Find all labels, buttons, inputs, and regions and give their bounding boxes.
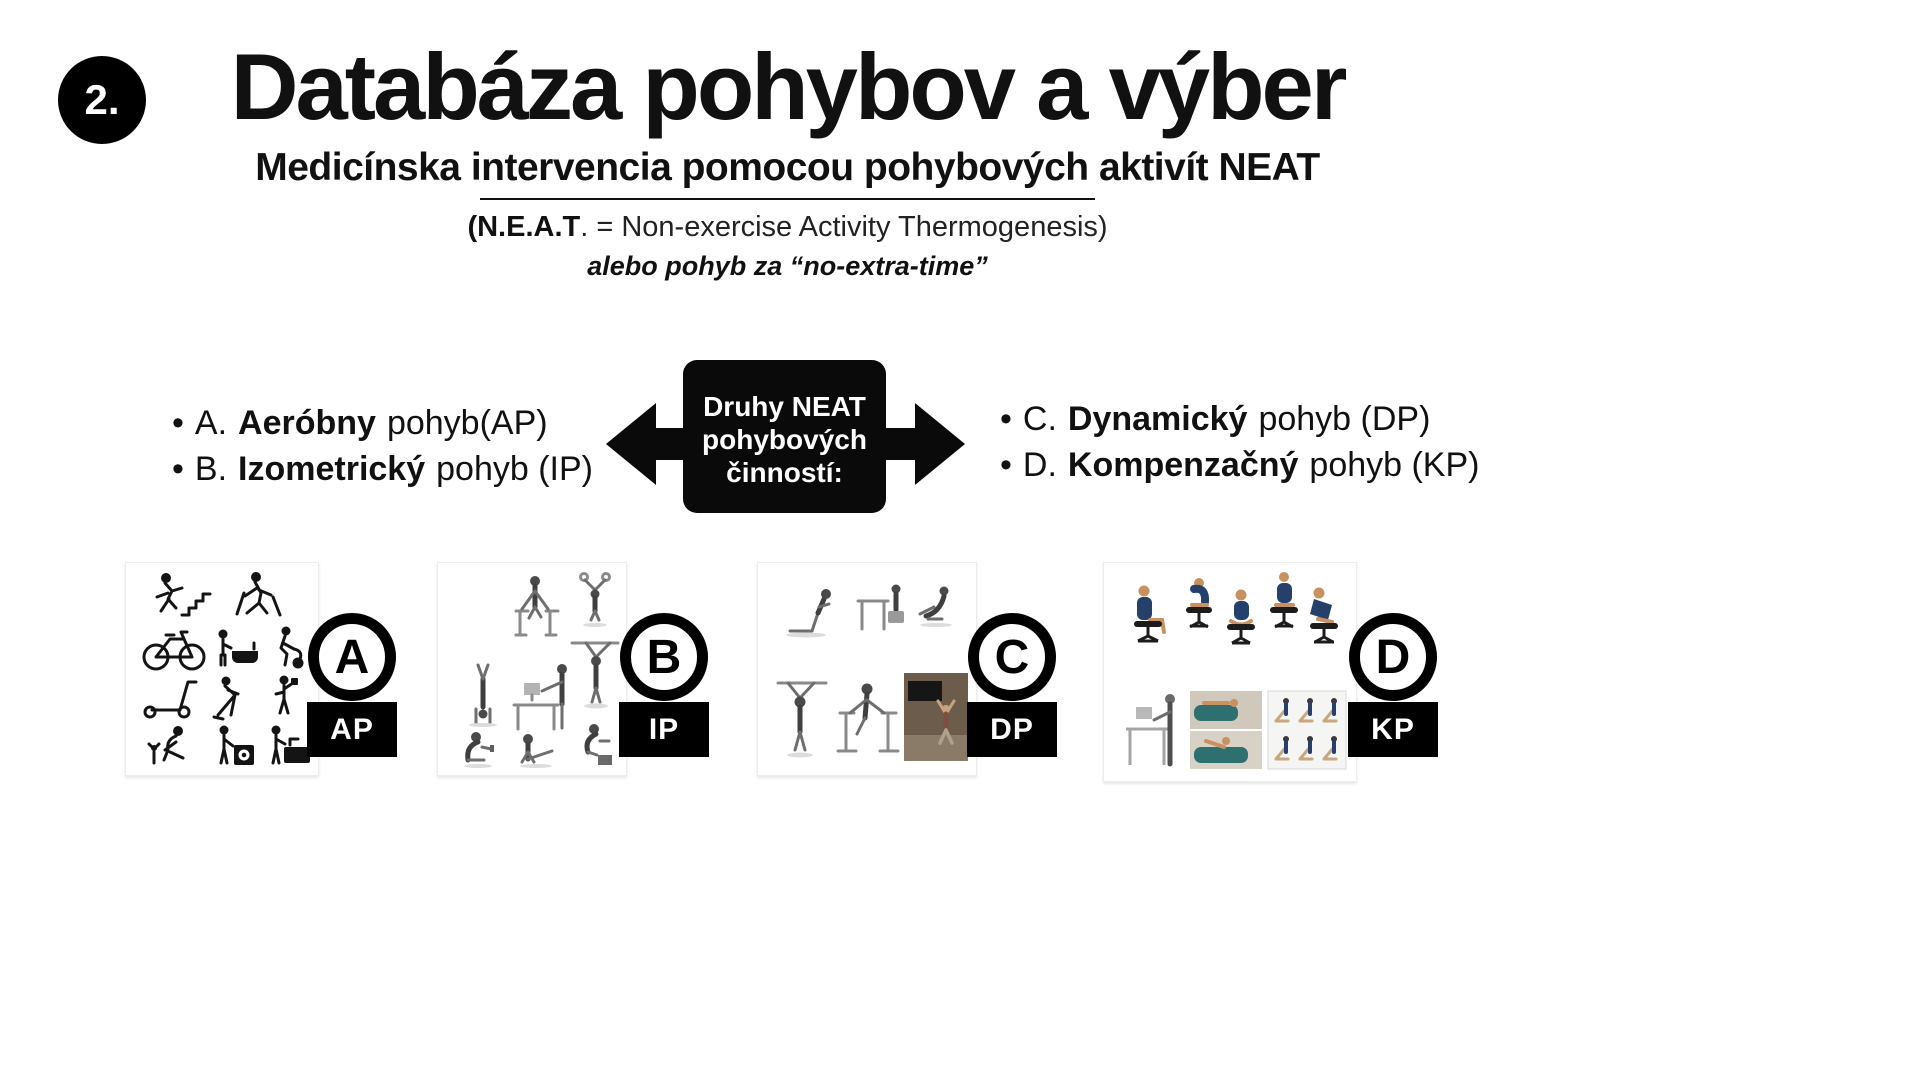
neat-definition-rest: . = Non-exercise Activity Thermogenesis) — [580, 210, 1108, 243]
panel-c-code-badge — [967, 702, 1057, 757]
panel-a-letter-badge — [308, 613, 396, 701]
arrow-right-icon — [885, 397, 965, 491]
item-letter: B. — [194, 450, 228, 488]
bullet-glyph: • — [1000, 400, 1012, 438]
living-room-photo — [904, 673, 968, 761]
badge-code-label: IP — [648, 712, 680, 746]
list-item — [172, 400, 593, 446]
bicycle-icon — [144, 632, 204, 669]
item-rest: pohyb (IP) — [436, 450, 593, 488]
item-rest: pohyb (DP) — [1258, 400, 1431, 438]
laundry-icon — [220, 726, 255, 766]
arrow-left-icon — [606, 397, 686, 491]
badge-code-label: DP — [990, 712, 1034, 746]
nordic-walking-icon — [237, 572, 280, 615]
panel-d-letter-badge — [1349, 613, 1437, 701]
panel-c-image — [757, 562, 977, 776]
callout-line: činností: — [726, 457, 843, 488]
squat-on-block-figure — [587, 724, 612, 765]
item-keyword: Izometrický — [238, 450, 426, 488]
list-item — [172, 446, 593, 492]
bullet-glyph: • — [1000, 446, 1012, 484]
panel-d-code-badge — [1348, 702, 1438, 757]
subtitle: Medicínska intervencia pomocou pohybových aktivít NEAT — [255, 145, 1320, 189]
couch-photos — [1190, 691, 1262, 769]
item-rest: pohyb(AP) — [386, 404, 548, 442]
neat-abbreviation: (N.E.A.T — [467, 210, 581, 243]
panel-b-letter-badge — [620, 613, 708, 701]
badge-letter: A — [334, 630, 370, 684]
cleaning-icon — [276, 676, 298, 714]
badge-letter: B — [646, 630, 682, 684]
panel-c-letter-badge — [968, 613, 1056, 701]
subtitle-underline — [480, 198, 1095, 200]
kneeling-chair-poster — [1268, 691, 1346, 769]
badge-letter: D — [1375, 630, 1411, 684]
gardening-icon — [149, 726, 183, 763]
bathing-icon — [219, 630, 259, 666]
bullet-glyph: • — [172, 404, 184, 442]
callout-line: Druhy NEAT — [703, 391, 866, 422]
slide-number-badge: 2. — [58, 56, 146, 144]
bullet-glyph: • — [172, 450, 184, 488]
chair-crosslegged-figure — [1227, 590, 1255, 644]
left-bullet-list — [172, 400, 593, 492]
bar-hang-figure — [778, 683, 826, 758]
tagline: alebo pohyb za “no-extra-time” — [587, 250, 988, 281]
chair-crouch-figure — [1186, 578, 1212, 627]
item-keyword: Dynamický — [1067, 400, 1248, 438]
dishwashing-icon — [272, 726, 311, 764]
vacuuming-icon — [281, 627, 304, 669]
slide-header — [0, 34, 1575, 282]
callout-line: pohybových — [702, 424, 867, 455]
chair-lean-forward-figure — [1310, 588, 1338, 643]
panel-d-image — [1103, 562, 1357, 782]
item-letter: C. — [1022, 400, 1057, 438]
panel-a-code-badge — [307, 702, 397, 757]
standing-desk-figure — [514, 664, 567, 729]
item-letter: A. — [194, 404, 228, 442]
mopping-icon — [214, 677, 238, 720]
l-sit-figure — [520, 734, 552, 768]
dynamic-exercise-illustrations — [758, 563, 976, 775]
neat-definition — [0, 211, 1575, 244]
chair-sitting-figure — [1134, 586, 1164, 642]
panel-b-image — [437, 562, 627, 776]
item-keyword: Kompenzačný — [1067, 446, 1299, 484]
item-letter: D. — [1022, 446, 1057, 484]
compensatory-movement-photos — [1104, 563, 1356, 781]
dip-stand-figure — [516, 576, 558, 635]
handstand-figure — [469, 665, 497, 727]
page-title: Databáza pohybov a výber — [230, 34, 1345, 139]
rings-hang-figure — [581, 574, 610, 628]
dip-bars-figure — [838, 684, 898, 752]
standing-desk-illustration — [1126, 694, 1175, 765]
pullup-hang-figure — [572, 643, 618, 709]
item-rest: pohyb (KP) — [1309, 446, 1480, 484]
list-item — [1000, 442, 1480, 488]
deep-squat-figure — [464, 732, 494, 768]
badge-letter: C — [994, 630, 1030, 684]
panel-a-image — [125, 562, 319, 776]
kneeling-stretch-figure — [786, 589, 831, 638]
list-item — [1000, 396, 1480, 442]
isometric-exercise-illustrations — [438, 563, 626, 775]
chair-kneeling-figure — [1270, 572, 1298, 627]
scooter-icon — [145, 682, 196, 717]
panel-b-code-badge — [619, 702, 709, 757]
badge-code-label: KP — [1371, 712, 1415, 746]
aerobic-pictograms — [126, 563, 318, 775]
table-ottoman-stretch-scene — [858, 585, 952, 630]
badge-code-label: AP — [330, 712, 374, 746]
stairs-climbing-icon — [157, 573, 210, 615]
item-keyword: Aeróbny — [238, 404, 376, 442]
right-bullet-list — [1000, 396, 1480, 488]
center-callout-box — [683, 360, 886, 513]
